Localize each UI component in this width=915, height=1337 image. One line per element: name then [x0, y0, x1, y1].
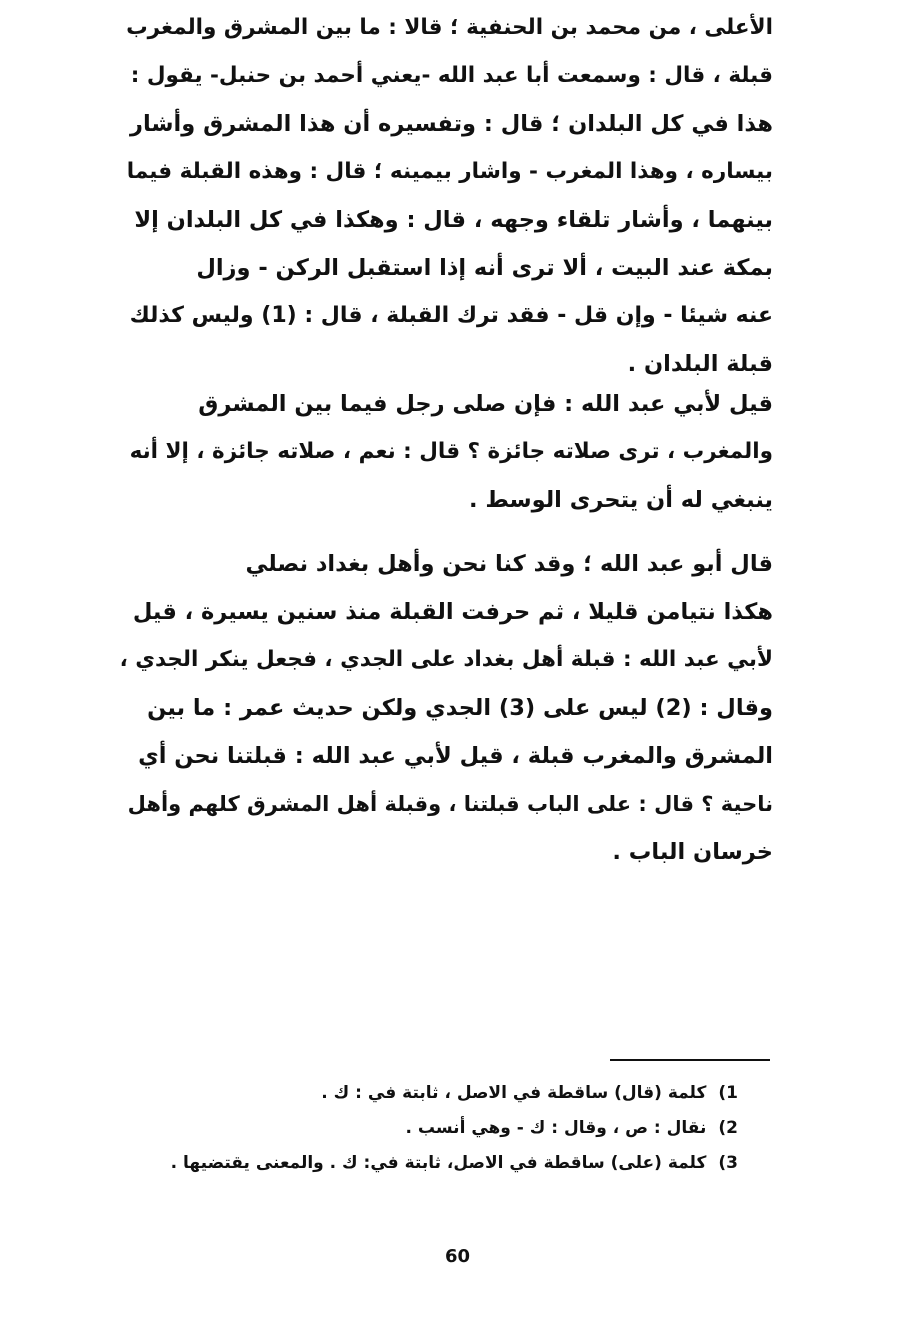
text-line: قبلة البلدان .	[627, 351, 773, 377]
text-line: بيساره ، وهذا المغرب - واشار بيمينه ؛ قال : وهذه القبلة فيما	[126, 159, 773, 184]
text-line: لأبي عبد الله : قبلة أهل بغداد على الجدي ، فجعل ينكر الجدي ،	[119, 647, 773, 672]
paragraph-3	[118, 540, 773, 876]
footnote-1	[118, 1076, 738, 1111]
text-line: وقال : (2) ليس على (3) الجدي ولكن حديث عمر : ما بين	[147, 695, 773, 721]
text-line: قيل لأبي عبد الله : فإن صلى رجل فيما بين المشرق	[198, 391, 773, 417]
text-line: ينبغي له أن يتحرى الوسط .	[469, 487, 773, 513]
text-line: قال أبو عبد الله ؛ وقد كنا نحن وأهل بغداد نصلي	[245, 551, 773, 577]
text-line: الأعلى ، من محمد بن الحنفية ؛ قالا : ما بين المشرق والمغرب	[126, 15, 773, 40]
footnote-number: 1)	[718, 1083, 738, 1103]
paragraph-1	[118, 4, 773, 388]
text-line: خرسان الباب .	[612, 839, 773, 865]
footnote-2	[118, 1111, 738, 1146]
footnote-text: نقال : ص ، وقال : ك - وهي أنسب .	[405, 1118, 707, 1138]
footnotes	[118, 1076, 738, 1181]
footnote-text: كلمة (قال) ساقطة في الاصل ، ثابتة في : ك .	[321, 1083, 707, 1103]
footnote-3	[118, 1146, 738, 1181]
footnote-number: 2)	[718, 1118, 738, 1138]
footnote-divider	[610, 1059, 770, 1061]
text-line: المشرق والمغرب قبلة ، قيل لأبي عبد الله : قبلتنا نحن أي	[138, 743, 773, 769]
text-line: بمكة عند البيت ، ألا ترى أنه إذا استقبل الركن - وزال	[196, 255, 773, 281]
text-line: عنه شيئا - وإن قل - فقد ترك القبلة ، قال : (1) وليس كذلك	[129, 303, 773, 328]
footnote-number: 3)	[718, 1153, 738, 1173]
text-line: هكذا نتيامن قليلا ، ثم حرفت القبلة منذ سنين يسيرة ، قيل	[132, 599, 773, 625]
page-number: 60	[444, 1246, 471, 1267]
text-line: هذا في كل البلدان ؛ قال : وتفسيره أن هذا المشرق وأشار	[130, 111, 773, 137]
text-line: والمغرب ، ترى صلاته جائزة ؟ قال : نعم ، صلاته جائزة ، إلا أنه	[129, 439, 773, 464]
footnote-text: كلمة (على) ساقطة في الاصل، ثابتة في: ك . والمعنى يقتضيها .	[170, 1153, 707, 1173]
paragraph-2	[118, 380, 773, 524]
text-line: ناحية ؟ قال : على الباب قبلتنا ، وقبلة أهل المشرق كلهم وأهل	[127, 792, 773, 816]
text-line: قبلة ، قال : وسمعت أبا عبد الله -يعني أحمد بن حنبل- يقول :	[130, 63, 773, 88]
text-line: بينهما ، وأشار تلقاء وجهه ، قال : وهكذا في كل البلدان إلا	[134, 207, 773, 233]
